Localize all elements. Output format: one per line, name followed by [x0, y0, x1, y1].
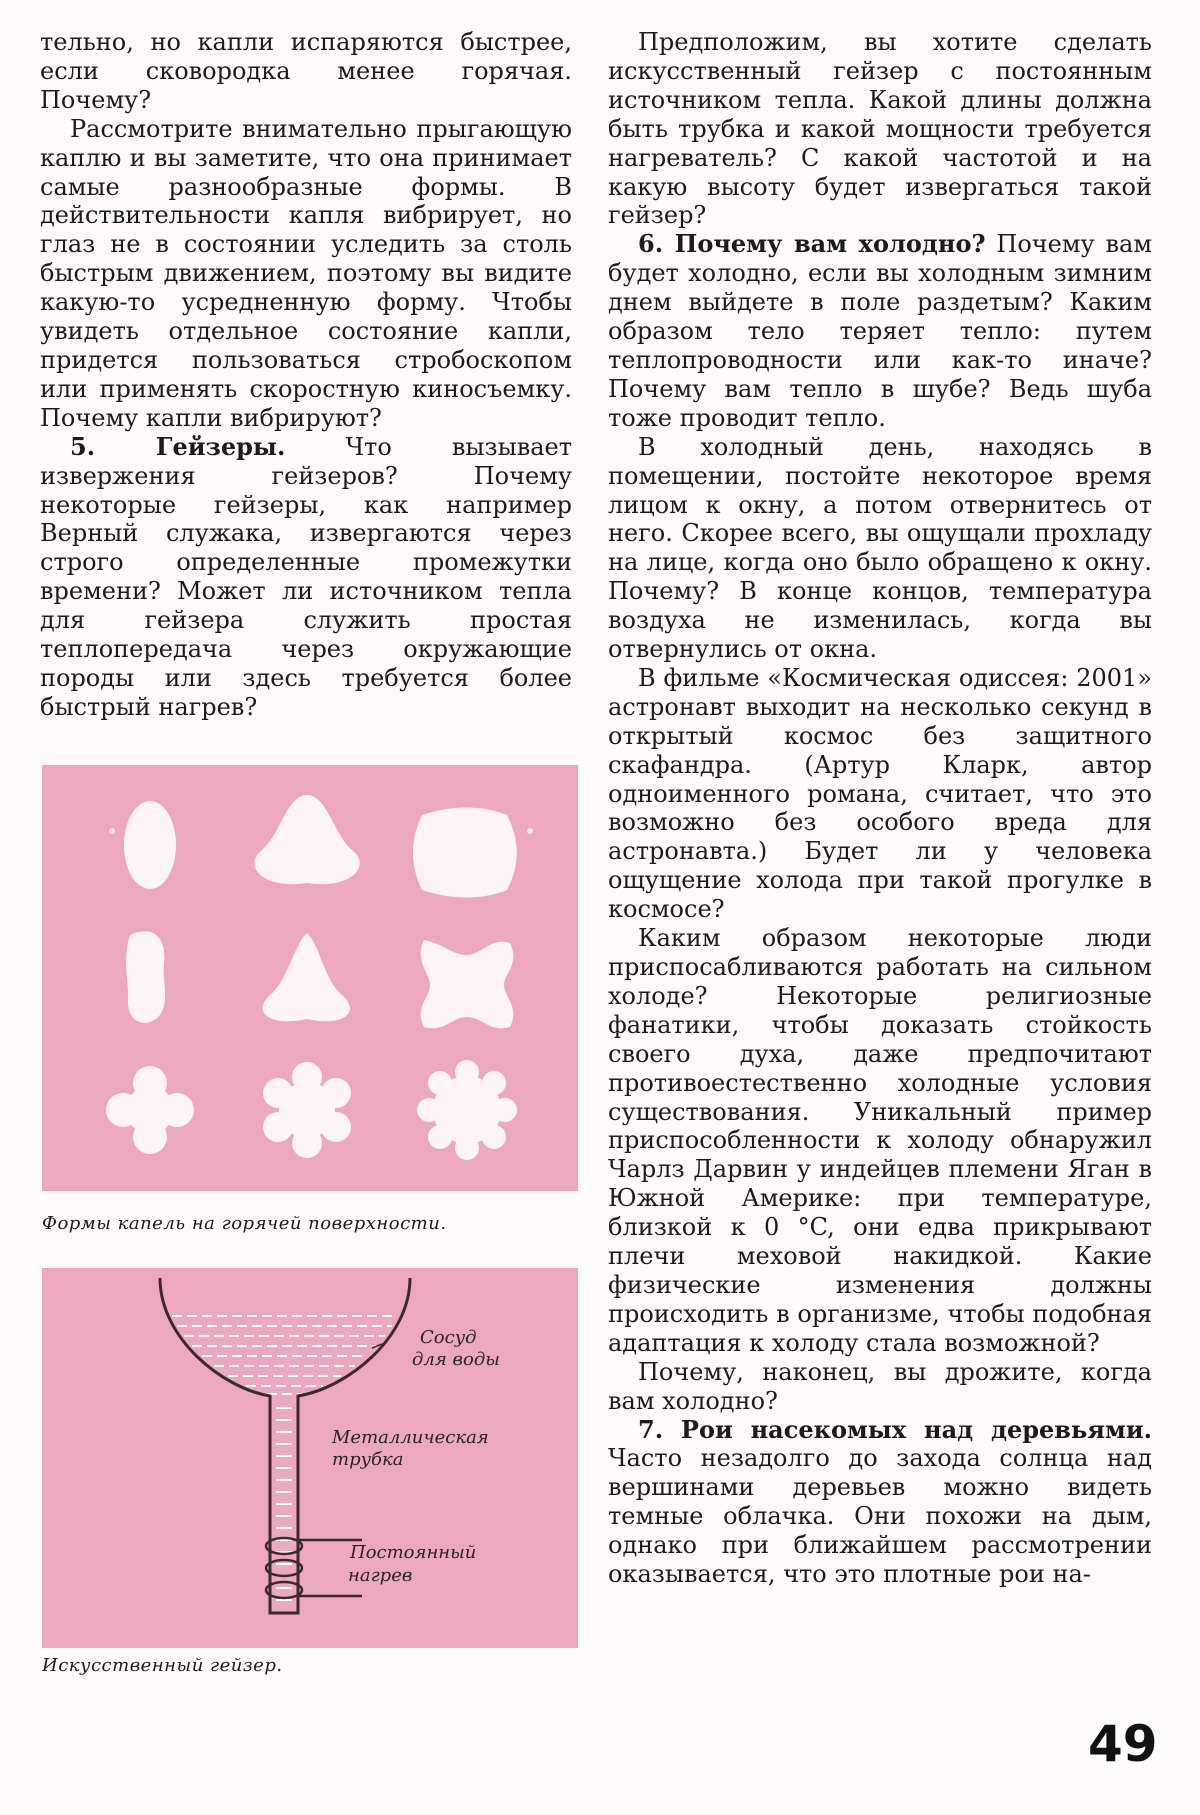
drop-shape-oval — [124, 801, 176, 889]
drop-shape-four-lobed — [421, 940, 514, 1028]
paragraph-space-odyssey: В фильме «Космическая одиссея: 2001» астронавт выходит на несколько секунд в открытый космос без защитного скафандра. (Артур Кларк, автор одноименного романа, считает, что это возможно без особого вреда для астронавта.) Будет ли у человека ощущение холода при такой прогулке в космосе? — [608, 663, 1152, 924]
drop-shape-peanut — [126, 931, 165, 1023]
label-tube-2: трубка — [332, 1449, 404, 1470]
section-7-heading: 7. Рои насекомых над деревьями. — [638, 1414, 1152, 1444]
label-heat-2: нагрев — [348, 1565, 413, 1586]
section-6-text: Почему вам будет холодно, если вы холодным зимним днем выйдете в поле раздетым? Каким образом тело теряет тепло: путем теплопроводности или как-то иначе? Почему вам тепло в шубе? Ведь шуба тоже проводит тепло. — [608, 230, 1152, 432]
section-7-text: Часто незадолго до захода солнца над вершинами деревьев можно видеть темные облачка. Они похожи на дым, однако при ближайшем рассмотрении оказывается, что это плотные рои на- — [608, 1444, 1152, 1589]
drop-shape-flower-8 — [417, 1060, 517, 1160]
section-5-paragraph — [40, 433, 572, 722]
label-vessel-2: для воды — [412, 1349, 500, 1370]
water-lines — [172, 1316, 397, 1394]
paragraph-artificial-geyser: Предположим, вы хотите сделать искусственный гейзер с постоянным источником тепла. Какой длины должна быть трубка и какой мощности требуется нагреватель? С какой частотой и на какую высоту будет извергаться такой гейзер? — [608, 28, 1152, 230]
drop-shape-square — [413, 808, 517, 898]
drop-shape-flower-4 — [106, 1066, 194, 1154]
label-heat-1: Постоянный — [350, 1542, 477, 1563]
drop-shapes-image — [42, 765, 578, 1191]
drop-shape-triangle — [254, 795, 360, 884]
drop-shape-triangle-2 — [262, 933, 350, 1021]
figure-1-caption: Формы капель на горячей поверхности. — [42, 1213, 447, 1234]
geyser-diagram — [42, 1268, 578, 1648]
figure-2-caption: Искусственный гейзер. — [42, 1655, 283, 1676]
paragraph-continuation: тельно, но капли испаряются быстрее, если сковородка менее горячая. Почему? — [40, 28, 572, 114]
label-tube-1: Металлическая — [332, 1427, 489, 1448]
drop-shape-flower-6 — [263, 1062, 351, 1158]
section-7-paragraph — [608, 1416, 1152, 1589]
paragraph-adaptation: Каким образом некоторые люди приспосабливаются работать на сильном холоде? Некоторые религиозные фанатики, чтобы доказать стойкость своего духа, даже предпочитают противоестественно холодные условия существования. Уникальный пример приспособленности к холоду обнаружил Чарлз Дарвин у индейцев племени Яган в Южной Америке: при температуре, близкой к 0 °C, они едва прикрывают плечи меховой накидкой. Какие физические изменения должны происходить в организме, чтобы подобная адаптация к холоду стала возможной? — [608, 924, 1152, 1357]
right-column — [608, 28, 1152, 1589]
paragraph-vibrating-drop: Рассмотрите внимательно прыгающую каплю и вы заметите, что она принимает самые разнообразные формы. В действительности капля вибрирует, но глаз не в состоянии уследить за столь быстрым движением, поэтому вы видите какую-то усредненную форму. Чтобы увидеть отдельное состояние капли, придется пользоваться стробоскопом или применять скоростную киносъемку. Почему капли вибрируют? — [40, 114, 572, 432]
paragraph-shiver: Почему, наконец, вы дрожите, когда вам холодно? — [608, 1357, 1152, 1415]
section-5-heading: 5. Гейзеры. — [70, 431, 286, 461]
tube-water — [276, 1408, 292, 1600]
section-5-text: Что вызывает извержения гейзеров? Почему некоторые гейзеры, как например Верный служака, извергаются через строго определенные промежутки времени? Может ли источником тепла для гейзера служить простая теплопередача через окружающие породы или здесь требуется более быстрый нагрев? — [40, 432, 572, 721]
section-6-heading: 6. Почему вам холодно? — [638, 229, 986, 259]
left-column — [40, 28, 572, 722]
section-6-paragraph — [608, 230, 1152, 432]
drop-shapes-figure — [42, 765, 578, 1191]
label-vessel-1: Сосуд — [420, 1327, 477, 1348]
geyser-figure — [42, 1268, 578, 1648]
paragraph-window: В холодный день, находясь в помещении, постойте некоторое время лицом к окну, а потом отвернитесь от него. Скорее всего, вы ощущали прохладу на лице, когда оно было обращено к окну. Почему? В конце концов, температура воздуха не изменилась, когда вы отвернулись от окна. — [608, 432, 1152, 664]
page-number: 49 — [1088, 1715, 1158, 1773]
